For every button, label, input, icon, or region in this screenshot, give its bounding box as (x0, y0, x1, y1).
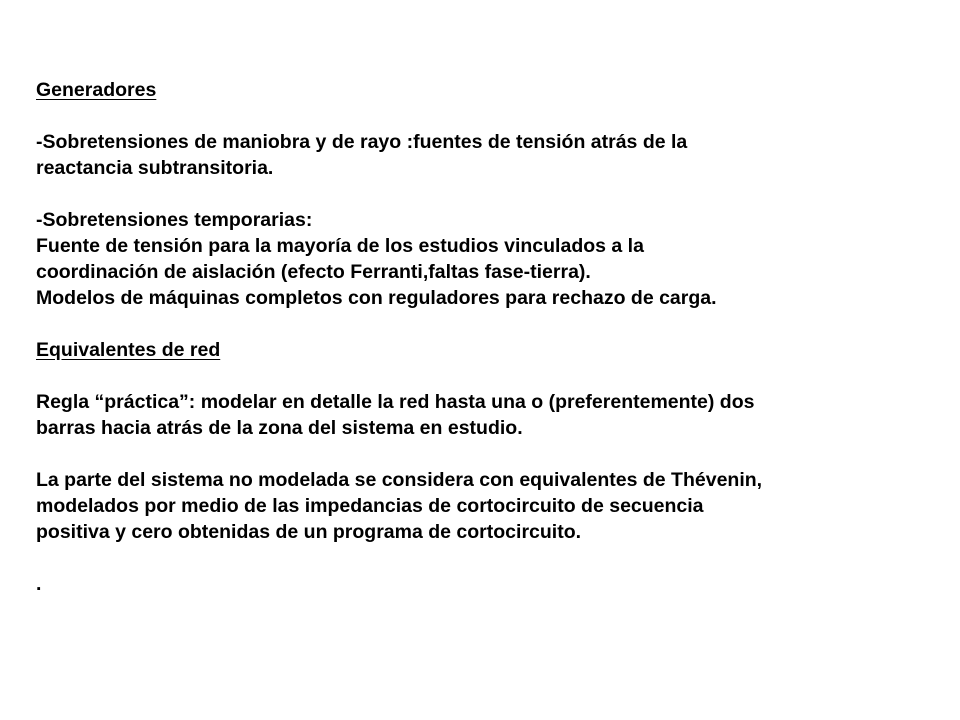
network-equivalents-heading: Equivalentes de red (36, 339, 221, 361)
spacer (36, 441, 946, 467)
paragraph-line: La parte del sistema no modelada se considera con equivalentes de Thévenin, (36, 469, 763, 491)
switching-lightning-paragraph (36, 129, 946, 181)
thevenin-paragraph (36, 467, 946, 545)
spacer (36, 103, 946, 129)
paragraph-line: positiva y cero obtenidas de un programa de cortocircuito. (36, 521, 582, 543)
paragraph-line: Modelos de máquinas completos con reguladores para rechazo de carga. (36, 287, 717, 309)
paragraph-line: barras hacia atrás de la zona del sistema en estudio. (36, 417, 523, 439)
paragraph-line: Regla “práctica”: modelar en detalle la red hasta una o (preferentemente) dos (36, 391, 755, 413)
trailing-period: . (36, 573, 42, 595)
temporary-overvoltage-paragraph (36, 207, 946, 311)
paragraph-line: coordinación de aislación (efecto Ferranti,faltas fase-tierra). (36, 261, 591, 283)
practical-rule-paragraph (36, 389, 946, 441)
paragraph-line: modelados por medio de las impedancias de cortocircuito de secuencia (36, 495, 704, 517)
paragraph-line: -Sobretensiones de maniobra y de rayo :fuentes de tensión atrás de la (36, 131, 688, 153)
paragraph-line: Fuente de tensión para la mayoría de los estudios vinculados a la (36, 235, 644, 257)
spacer (36, 181, 946, 207)
paragraph-line: -Sobretensiones temporarias: (36, 209, 313, 231)
slide-body (36, 77, 946, 597)
spacer (36, 545, 946, 571)
generators-heading: Generadores (36, 79, 157, 101)
paragraph-line: reactancia subtransitoria. (36, 157, 274, 179)
spacer (36, 363, 946, 389)
spacer (36, 311, 946, 337)
